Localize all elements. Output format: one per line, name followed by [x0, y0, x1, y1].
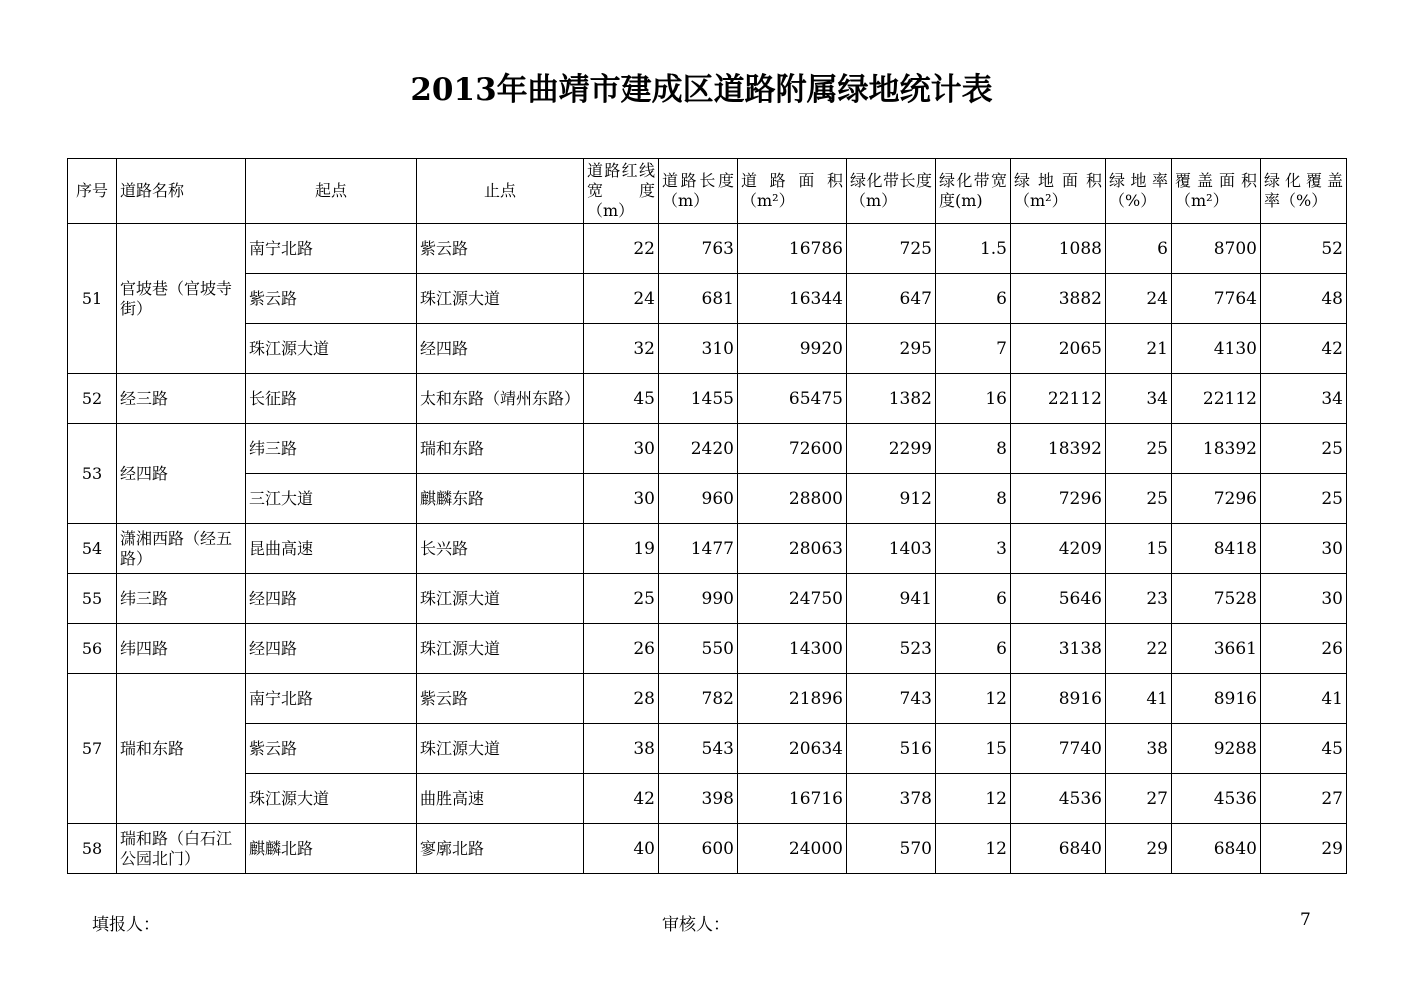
green-rate: 25: [1106, 424, 1172, 474]
road-area: 14300: [738, 624, 847, 674]
green-area: 4209: [1011, 524, 1106, 574]
road-name: 经四路: [117, 424, 246, 524]
end-point: 紫云路: [417, 674, 584, 724]
table-row: [68, 224, 1347, 274]
cover-area: 4130: [1172, 324, 1261, 374]
cover-area: 6840: [1172, 824, 1261, 874]
belt-width: 12: [936, 774, 1011, 824]
table-row: [68, 374, 1347, 424]
belt-length: 516: [847, 724, 936, 774]
cover-rate: 41: [1261, 674, 1347, 724]
cover-area: 8916: [1172, 674, 1261, 724]
green-rate: 21: [1106, 324, 1172, 374]
header-cover-rate: 绿化覆盖率（%）: [1261, 159, 1347, 224]
green-area: 7296: [1011, 474, 1106, 524]
cover-area: 9288: [1172, 724, 1261, 774]
road-area: 65475: [738, 374, 847, 424]
green-rate: 29: [1106, 824, 1172, 874]
road-name: 瑞和东路: [117, 674, 246, 824]
end-point: 珠江源大道: [417, 624, 584, 674]
row-no: 54: [68, 524, 117, 574]
end-point: 珠江源大道: [417, 274, 584, 324]
belt-length: 941: [847, 574, 936, 624]
table-row: [68, 574, 1347, 624]
green-rate: 6: [1106, 224, 1172, 274]
belt-length: 378: [847, 774, 936, 824]
row-no: 53: [68, 424, 117, 524]
belt-width: 3: [936, 524, 1011, 574]
cover-rate: 29: [1261, 824, 1347, 874]
header-road-area: 道路面积（m²）: [738, 159, 847, 224]
road-length: 310: [659, 324, 738, 374]
table-row: [68, 424, 1347, 474]
red-line-width: 32: [584, 324, 659, 374]
start-point: 长征路: [246, 374, 417, 424]
green-rate: 23: [1106, 574, 1172, 624]
road-length: 960: [659, 474, 738, 524]
belt-length: 912: [847, 474, 936, 524]
filler-label: 填报人：: [92, 915, 160, 935]
cover-area: 8700: [1172, 224, 1261, 274]
belt-length: 2299: [847, 424, 936, 474]
cover-rate: 27: [1261, 774, 1347, 824]
start-point: 珠江源大道: [246, 324, 417, 374]
start-point: 经四路: [246, 624, 417, 674]
belt-length: 1403: [847, 524, 936, 574]
end-point: 长兴路: [417, 524, 584, 574]
belt-width: 15: [936, 724, 1011, 774]
row-no: 55: [68, 574, 117, 624]
road-length: 600: [659, 824, 738, 874]
road-area: 21896: [738, 674, 847, 724]
start-point: 昆曲高速: [246, 524, 417, 574]
belt-length: 1382: [847, 374, 936, 424]
row-no: 58: [68, 824, 117, 874]
belt-width: 6: [936, 274, 1011, 324]
table-row: [68, 724, 1347, 774]
cover-rate: 52: [1261, 224, 1347, 274]
road-length: 681: [659, 274, 738, 324]
end-point: 瑞和东路: [417, 424, 584, 474]
road-length: 543: [659, 724, 738, 774]
red-line-width: 28: [584, 674, 659, 724]
cover-area: 18392: [1172, 424, 1261, 474]
header-road-name: 道路名称: [117, 159, 246, 224]
start-point: 南宁北路: [246, 674, 417, 724]
cover-rate: 26: [1261, 624, 1347, 674]
red-line-width: 26: [584, 624, 659, 674]
road-length: 990: [659, 574, 738, 624]
page-title: 2013年曲靖市建成区道路附属绿地统计表: [410, 72, 993, 108]
start-point: 麒麟北路: [246, 824, 417, 874]
green-rate: 41: [1106, 674, 1172, 724]
table-row: [68, 274, 1347, 324]
header-start: 起点: [246, 159, 417, 224]
road-area: 16344: [738, 274, 847, 324]
road-area: 28063: [738, 524, 847, 574]
start-point: 紫云路: [246, 274, 417, 324]
green-space-table: [67, 158, 1347, 874]
green-rate: 15: [1106, 524, 1172, 574]
header-end: 止点: [417, 159, 584, 224]
road-area: 72600: [738, 424, 847, 474]
cover-rate: 42: [1261, 324, 1347, 374]
road-name: 纬四路: [117, 624, 246, 674]
road-name: 经三路: [117, 374, 246, 424]
header-cover-area: 覆盖面积（m²）: [1172, 159, 1261, 224]
green-area: 8916: [1011, 674, 1106, 724]
red-line-width: 45: [584, 374, 659, 424]
road-area: 16716: [738, 774, 847, 824]
cover-area: 8418: [1172, 524, 1261, 574]
road-length: 782: [659, 674, 738, 724]
road-name: 瑞和路（白石江公园北门）: [117, 824, 246, 874]
belt-width: 6: [936, 624, 1011, 674]
cover-rate: 30: [1261, 524, 1347, 574]
belt-width: 16: [936, 374, 1011, 424]
table-row: [68, 824, 1347, 874]
belt-length: 523: [847, 624, 936, 674]
red-line-width: 40: [584, 824, 659, 874]
belt-width: 12: [936, 824, 1011, 874]
header-no: 序号: [68, 159, 117, 224]
header-road-length: 道路长度（m）: [659, 159, 738, 224]
green-area: 3138: [1011, 624, 1106, 674]
end-point: 紫云路: [417, 224, 584, 274]
road-length: 398: [659, 774, 738, 824]
start-point: 珠江源大道: [246, 774, 417, 824]
green-area: 1088: [1011, 224, 1106, 274]
start-point: 紫云路: [246, 724, 417, 774]
belt-length: 295: [847, 324, 936, 374]
green-rate: 34: [1106, 374, 1172, 424]
start-point: 经四路: [246, 574, 417, 624]
green-rate: 38: [1106, 724, 1172, 774]
start-point: 南宁北路: [246, 224, 417, 274]
red-line-width: 25: [584, 574, 659, 624]
row-no: 56: [68, 624, 117, 674]
row-no: 52: [68, 374, 117, 424]
red-line-width: 19: [584, 524, 659, 574]
red-line-width: 38: [584, 724, 659, 774]
green-area: 4536: [1011, 774, 1106, 824]
belt-length: 570: [847, 824, 936, 874]
road-area: 28800: [738, 474, 847, 524]
cover-rate: 25: [1261, 424, 1347, 474]
end-point: 麒麟东路: [417, 474, 584, 524]
cover-area: 4536: [1172, 774, 1261, 824]
red-line-width: 22: [584, 224, 659, 274]
road-area: 24750: [738, 574, 847, 624]
red-line-width: 24: [584, 274, 659, 324]
belt-width: 1.5: [936, 224, 1011, 274]
green-area: 2065: [1011, 324, 1106, 374]
road-length: 1455: [659, 374, 738, 424]
header-green-area: 绿地面积（m²）: [1011, 159, 1106, 224]
cover-area: 7296: [1172, 474, 1261, 524]
road-area: 16786: [738, 224, 847, 274]
cover-area: 22112: [1172, 374, 1261, 424]
header-belt-length: 绿化带长度（m）: [847, 159, 936, 224]
reviewer-label: 审核人：: [662, 915, 730, 935]
road-length: 2420: [659, 424, 738, 474]
belt-length: 743: [847, 674, 936, 724]
end-point: 寥廓北路: [417, 824, 584, 874]
end-point: 珠江源大道: [417, 724, 584, 774]
green-area: 6840: [1011, 824, 1106, 874]
road-length: 763: [659, 224, 738, 274]
table-row: [68, 774, 1347, 824]
belt-width: 8: [936, 474, 1011, 524]
green-rate: 22: [1106, 624, 1172, 674]
end-point: 珠江源大道: [417, 574, 584, 624]
road-length: 550: [659, 624, 738, 674]
road-length: 1477: [659, 524, 738, 574]
table-row: [68, 624, 1347, 674]
page-number: 7: [1300, 910, 1311, 930]
belt-width: 8: [936, 424, 1011, 474]
red-line-width: 30: [584, 474, 659, 524]
road-name: 官坡巷（官坡寺街）: [117, 224, 246, 374]
header-belt-width: 绿化带宽度(m): [936, 159, 1011, 224]
green-area: 5646: [1011, 574, 1106, 624]
start-point: 纬三路: [246, 424, 417, 474]
road-area: 9920: [738, 324, 847, 374]
cover-area: 3661: [1172, 624, 1261, 674]
header-green-rate: 绿地率（%）: [1106, 159, 1172, 224]
cover-rate: 45: [1261, 724, 1347, 774]
table-header-row: [68, 159, 1347, 224]
belt-width: 12: [936, 674, 1011, 724]
table-row: [68, 674, 1347, 724]
belt-width: 6: [936, 574, 1011, 624]
road-name: 潇湘西路（经五路）: [117, 524, 246, 574]
cover-rate: 30: [1261, 574, 1347, 624]
green-area: 7740: [1011, 724, 1106, 774]
road-name: 纬三路: [117, 574, 246, 624]
end-point: 太和东路（靖州东路）: [417, 374, 584, 424]
road-area: 20634: [738, 724, 847, 774]
header-red-line-width: 道路红线宽度（m）: [584, 159, 659, 224]
end-point: 经四路: [417, 324, 584, 374]
cover-rate: 34: [1261, 374, 1347, 424]
start-point: 三江大道: [246, 474, 417, 524]
end-point: 曲胜高速: [417, 774, 584, 824]
green-area: 22112: [1011, 374, 1106, 424]
cover-area: 7764: [1172, 274, 1261, 324]
red-line-width: 42: [584, 774, 659, 824]
green-area: 18392: [1011, 424, 1106, 474]
belt-length: 725: [847, 224, 936, 274]
red-line-width: 30: [584, 424, 659, 474]
cover-rate: 48: [1261, 274, 1347, 324]
cover-rate: 25: [1261, 474, 1347, 524]
belt-length: 647: [847, 274, 936, 324]
row-no: 57: [68, 674, 117, 824]
row-no: 51: [68, 224, 117, 374]
belt-width: 7: [936, 324, 1011, 374]
road-area: 24000: [738, 824, 847, 874]
green-rate: 24: [1106, 274, 1172, 324]
cover-area: 7528: [1172, 574, 1261, 624]
table-row: [68, 474, 1347, 524]
table-row: [68, 524, 1347, 574]
green-rate: 27: [1106, 774, 1172, 824]
green-rate: 25: [1106, 474, 1172, 524]
table-row: [68, 324, 1347, 374]
green-area: 3882: [1011, 274, 1106, 324]
